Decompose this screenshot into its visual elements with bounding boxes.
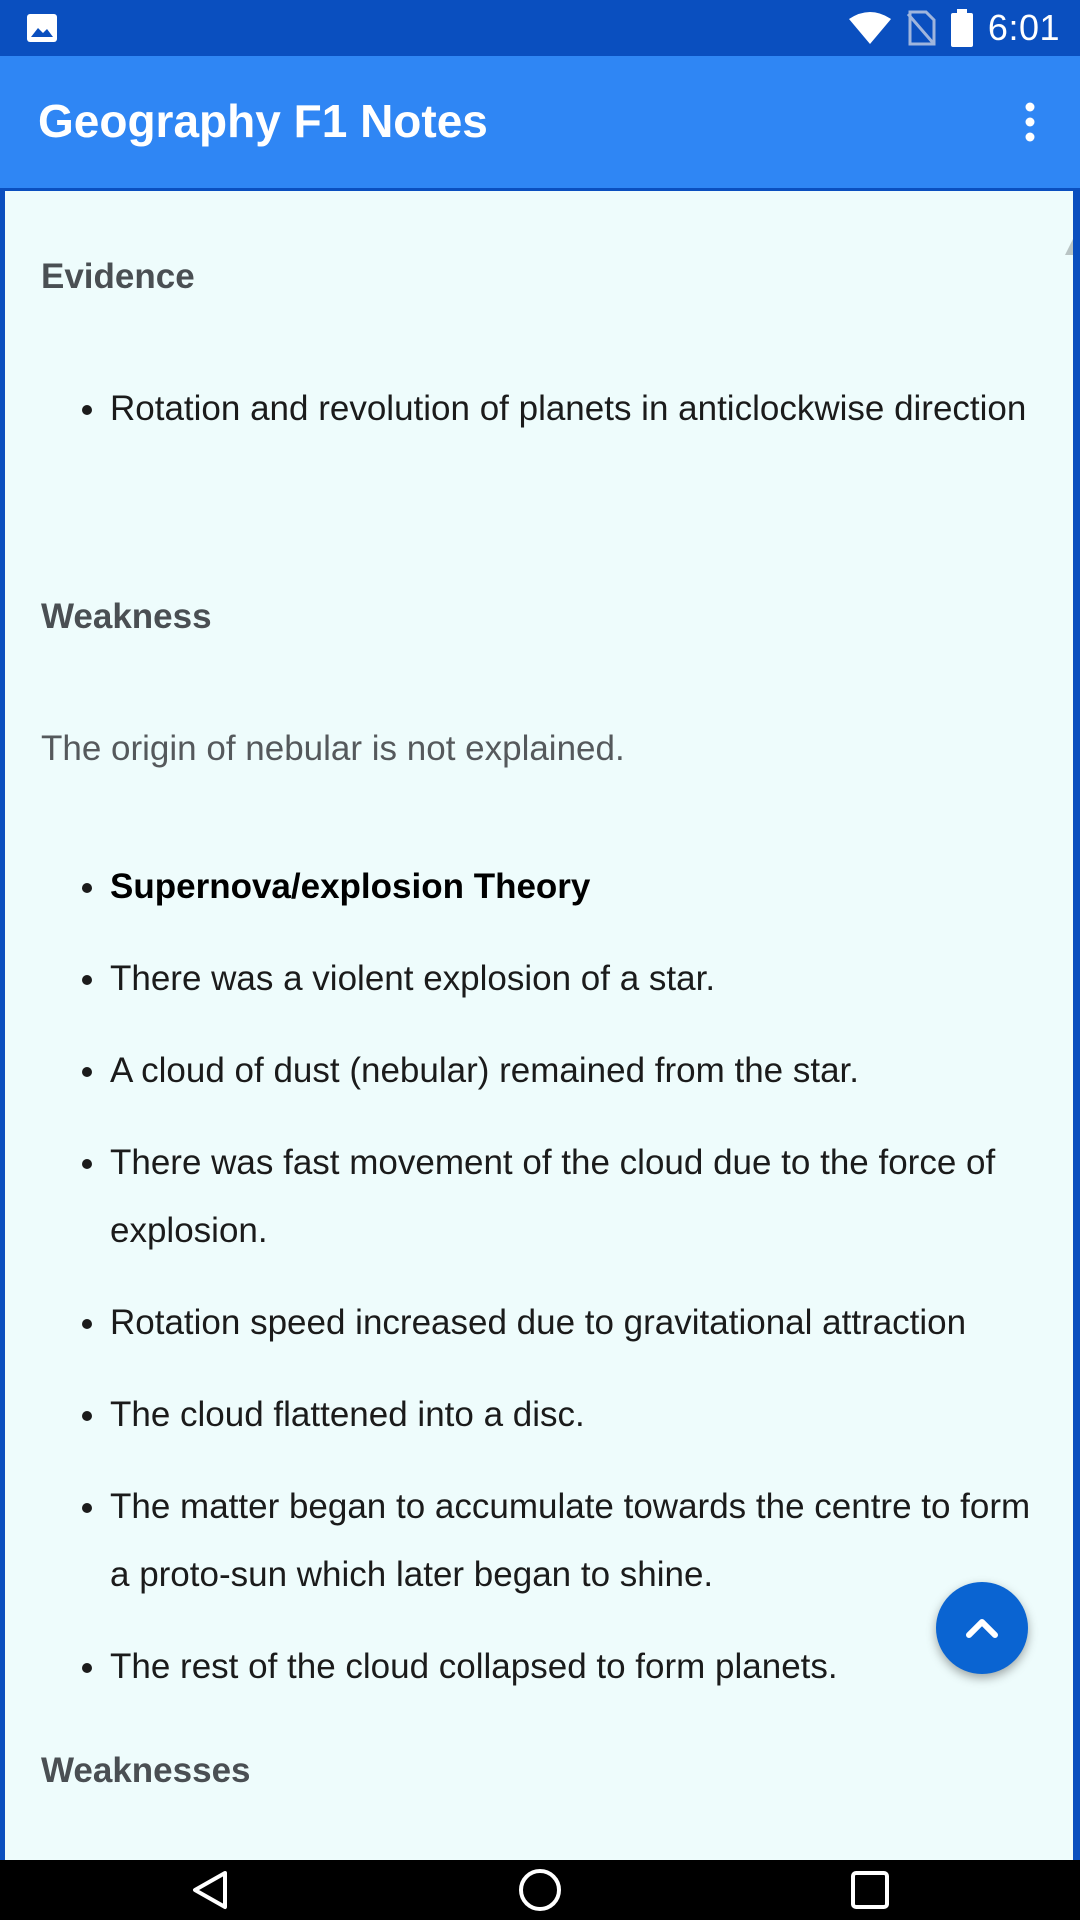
list-item: A cloud of dust (nebular) remained from the star. xyxy=(5,1037,1073,1105)
home-button[interactable] xyxy=(480,1860,600,1920)
theory-list xyxy=(5,853,1073,1701)
more-vert-icon xyxy=(1024,102,1036,142)
list-item: Rotation and revolution of planets in anticlockwise direction xyxy=(5,375,1073,443)
list-item: Rotation speed increased due to gravitational attraction xyxy=(5,1289,1073,1357)
list-item: There was a violent explosion of a star. xyxy=(5,945,1073,1013)
status-bar xyxy=(0,0,1080,56)
recents-button[interactable] xyxy=(810,1860,930,1920)
system-icons xyxy=(848,0,1060,56)
app-bar xyxy=(0,56,1080,188)
recents-icon xyxy=(850,1870,890,1910)
notes-webview[interactable] xyxy=(5,191,1073,1860)
evidence-heading: Evidence xyxy=(41,257,195,296)
chevron-up-icon xyxy=(965,1617,999,1639)
weakness-text: The origin of nebular is not explained. xyxy=(41,729,625,768)
evidence-list xyxy=(5,375,1073,443)
clock: 6:01 xyxy=(987,7,1060,48)
home-icon xyxy=(517,1867,563,1913)
battery-icon xyxy=(950,9,974,47)
content-frame xyxy=(0,188,1080,1860)
overflow-menu-button[interactable] xyxy=(1000,90,1060,154)
scroll-to-top-button[interactable] xyxy=(936,1582,1028,1674)
weaknesses-heading: Weaknesses xyxy=(41,1751,251,1790)
no-sim-icon xyxy=(906,10,936,46)
back-button[interactable] xyxy=(150,1860,270,1920)
list-item: The cloud flattened into a disc. xyxy=(5,1381,1073,1449)
navigation-bar xyxy=(0,1860,1080,1920)
scroll-indicator[interactable] xyxy=(1065,239,1073,255)
list-item: Supernova/explosion Theory xyxy=(5,853,1073,921)
app-title: Geography F1 Notes xyxy=(38,95,488,147)
weakness-heading: Weakness xyxy=(41,597,212,636)
wifi-icon xyxy=(848,11,892,45)
list-item: There was fast movement of the cloud due to the force of explosion. xyxy=(5,1129,1073,1265)
list-item: The rest of the cloud collapsed to form planets. xyxy=(5,1633,1073,1701)
back-icon xyxy=(190,1869,230,1911)
list-item: The matter began to accumulate towards the centre to form a proto-sun which later began to shine. xyxy=(5,1473,1073,1609)
image-icon xyxy=(26,13,58,43)
